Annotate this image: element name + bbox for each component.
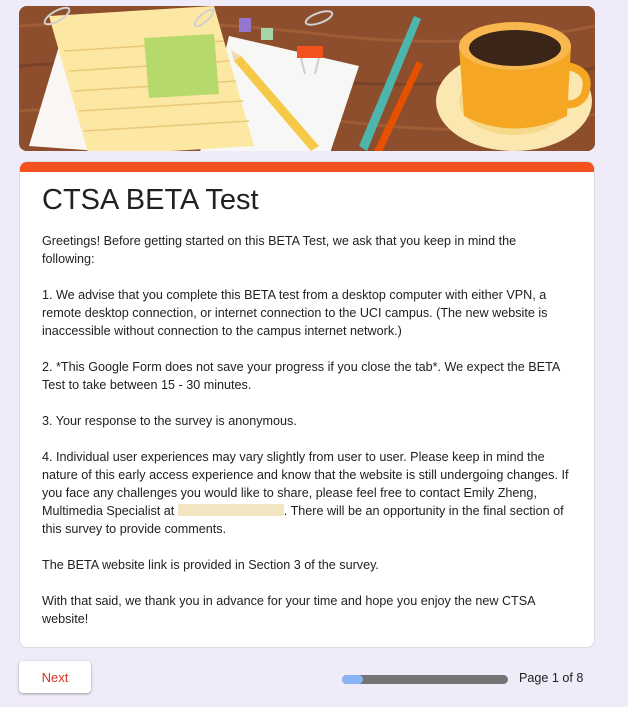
progress-bar-fill [342,675,363,684]
form-description [42,232,572,646]
progress-bar [342,675,508,684]
next-button[interactable]: Next [19,661,91,693]
closing-text: With that said, we thank you in advance for your time and hope you enjoy the new CTSA website! [42,594,535,626]
link-note: The BETA website link is provided in Section 3 of the survey. [42,558,379,572]
instruction-item-3: 3. Your response to the survey is anonymous. [42,414,297,428]
accent-bar [20,162,594,172]
page-indicator: Page 1 of 8 [519,671,584,685]
instruction-item-4-text-a: 4. Individual user experiences may vary slightly from user to user. Please keep in mind the nature of this early access experience and know that the website is still undergoing changes. If you face any challenges you would like to share, please feel free to contact Emily Zheng, Multimedia Specialist at [42,450,569,518]
instruction-item-1: 1. We advise that you complete this BETA test from a desktop computer with either VPN, a remote desktop connection, or internet connection to the UCI campus. (The new website is inaccessible without connection to the campus internet network.) [42,288,548,338]
intro-text: Greetings! Before getting started on this BETA Test, we ask that you keep in mind the following: [42,234,517,266]
header-banner [19,6,595,151]
form-title: CTSA BETA Test [42,184,259,216]
instruction-item-4-text-b: . There will be an opportunity in the final section of this survey to provide comments. [42,504,564,536]
form-header-card [19,161,595,648]
instruction-item-2: 2. *This Google Form does not save your progress if you close the tab*. We expect the BETA Test to take between 15 - 30 minutes. [42,360,560,392]
desk-illustration [19,6,595,151]
instruction-item-4 [42,448,572,538]
redacted-email [178,504,284,516]
